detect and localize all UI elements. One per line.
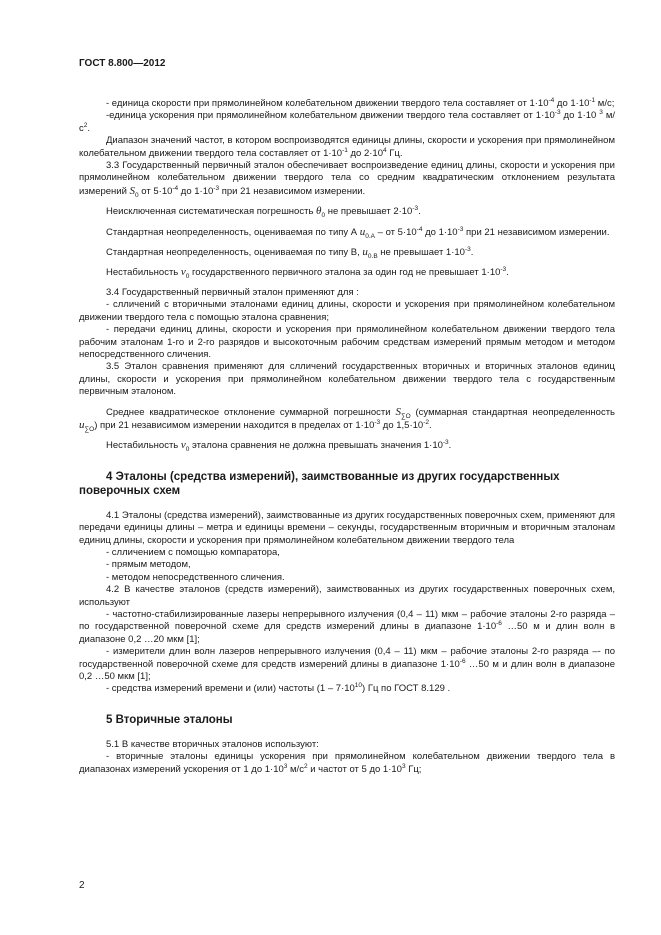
list-item-direct-method: - прямым методом, [106, 559, 191, 571]
paragraph-instability-primary: Нестабильность $\nu_0$ государственного первичного эталона за один год не превышает $1\cdot 10^{-3}$. [106, 266, 509, 281]
paragraph-frequency-range: Диапазон значений частот, в котором воспроизводятся единицы длины, скорости и ускорения при прямолинейном колебательном движении твердого тела составляет от $1\cdot 10^{-1}$ до $2\cdot 10^4$ Гц. [79, 135, 615, 159]
paragraph-comparison: - слличений с вторичными эталонами единиц длины, скорости и ускорения при прямолинейном колебательном движении твердого тела с помощью эталона сравнения; [79, 299, 615, 323]
paragraph-5-1: 5.1 В качестве вторичных эталонов используют: [106, 738, 319, 750]
paragraph-uncertainty-a: Стандартная неопределенность, оцениваемая по типу А $u_{0.A}$ – от $5\cdot 10^{-4}$ до $1\cdot 10^{-3}$ при 21 независимом измерении. [106, 225, 610, 240]
list-item-secondary-standards: - вторичные эталоны единицы ускорения при прямолинейном колебательном движении твердого тела в диапазонах измерений ускорения от 1 до $1\cdot 10^3$ $м/с^2$ и частот от 5 до $1\cdot 10^3$ Гц; [79, 751, 615, 775]
document-header: ГОСТ 8.800—2012 [79, 58, 166, 69]
paragraph-rms-deviation: Среднее квадратическое отклонение суммарной погрешности $S_{\sum O}$ (суммарная стандартная неопределенность $u_{\sum O}$) при 21 независимом измерении находится в пределах от $1\cdot 10^{-3}$ до $1,5\cdot 10^{-2}$. [79, 405, 615, 433]
section-heading-4: 4 Эталоны (средства измерений), заимствованные из других государственных поверочных схем [79, 470, 560, 497]
list-item-time-frequency: - средства измерений времени и (или) частоты $(1 - 7\cdot 10^{10})$ Гц по ГОСТ 8.129 . [106, 682, 451, 695]
list-item-comparator: - слличением с помощью компаратора, [106, 546, 280, 558]
paragraph-velocity-range: - единица скорости при прямолинейном колебательном движении твердого тела составляет от $1\cdot 10^{-4}$ до $1\cdot 10^{-1}$ м/с; [106, 96, 615, 109]
paragraph-transfer: - передачи единиц длины, скорости и ускорения при прямолинейном колебательном движении твердого тела рабочим эталонам 1-го и 2-го разрядов и высокоточным рабочим средствам измерений прямым методом и методом непосредственного сличения. [79, 324, 615, 360]
paragraph-4-2: 4.2 В качестве эталонов (средств измерений), заимствованных из других государственных поверочных схем, используют [79, 584, 615, 608]
document-body [79, 98, 615, 776]
list-item-lasers: - частотно-стабилизированные лазеры непрерывного излучения (0,4 – 11) мкм – рабочие эталоны 2-го разряда – по государственной поверочной схеме для средств измерений длины в диапазоне $1\cdot 10^{-6}$ …50 м и длин волн в диапазоне 0,2 …20 мкм [1]; [79, 609, 615, 645]
page-number: 2 [79, 880, 85, 891]
list-item-direct-comparison: - методом непосредственного сличения. [106, 571, 285, 583]
paragraph-3-5: 3.5 Эталон сравнения применяют для слличений государственных вторичных и вторичных эталонов единиц длины, скорости и ускорения при прямолинейном колебательном движении твердого тела с государственным первичным эталоном. [79, 361, 615, 398]
paragraph-systematic-error: Неисключенная систематическая погрешность $\theta_0$ не превышает $2\cdot 10^{-3}$. [106, 205, 421, 220]
section-heading-5: 5 Вторичные эталоны [106, 713, 233, 726]
paragraph-3-4: 3.4 Государственный первичный эталон применяют для : [106, 286, 359, 298]
list-item-wavemeters: - измерители длин волн лазеров непрерывного излучения (0,4 – 11) мкм – рабочие эталоны 2-го разряда –- по государственной поверочной схеме для средств измерений длины в диапазоне $1\cdot 10^{-6}$ …50 м и длин волн в диапазоне 0,2 …50 мкм [1]; [79, 646, 616, 683]
paragraph-instability-comparison: Нестабильность $\nu_0$ эталона сравнения не должна превышать значения $1\cdot 10^{-3}$. [106, 439, 452, 454]
paragraph-3-3: 3.3 Государственный первичный эталон обеспечивает воспроизведение единиц длины, скорости и ускорения при прямолинейном колебательном движении твердого тела со средним квадратическим отклонением результата измерений $S_0$ от $5\cdot 10^{-4}$ до $1\cdot 10^{-3}$ при 21 независимом измерении. [79, 160, 615, 199]
paragraph-acceleration-range: -единица ускорения при прямолинейном колебательном движении твердого тела составляет от $1\cdot 10^{-3}$ до 1·10 $^3$ $м/с^2$. [79, 109, 615, 134]
paragraph-4-1: 4.1 Эталоны (средства измерений), заимствованные из других государственных поверочных схем, применяют для передачи единицы длины – метра и единицы времени – секунды, государственным вторичным и вторичным эталонам единиц длины, скорости и ускорения при прямолинейном колебательном движении твердого тела [79, 509, 615, 546]
paragraph-uncertainty-b: Стандартная неопределенность, оцениваемая по типу В, $u_{0.B}$ не превышает $1\cdot 10^{-3}$. [106, 245, 474, 260]
